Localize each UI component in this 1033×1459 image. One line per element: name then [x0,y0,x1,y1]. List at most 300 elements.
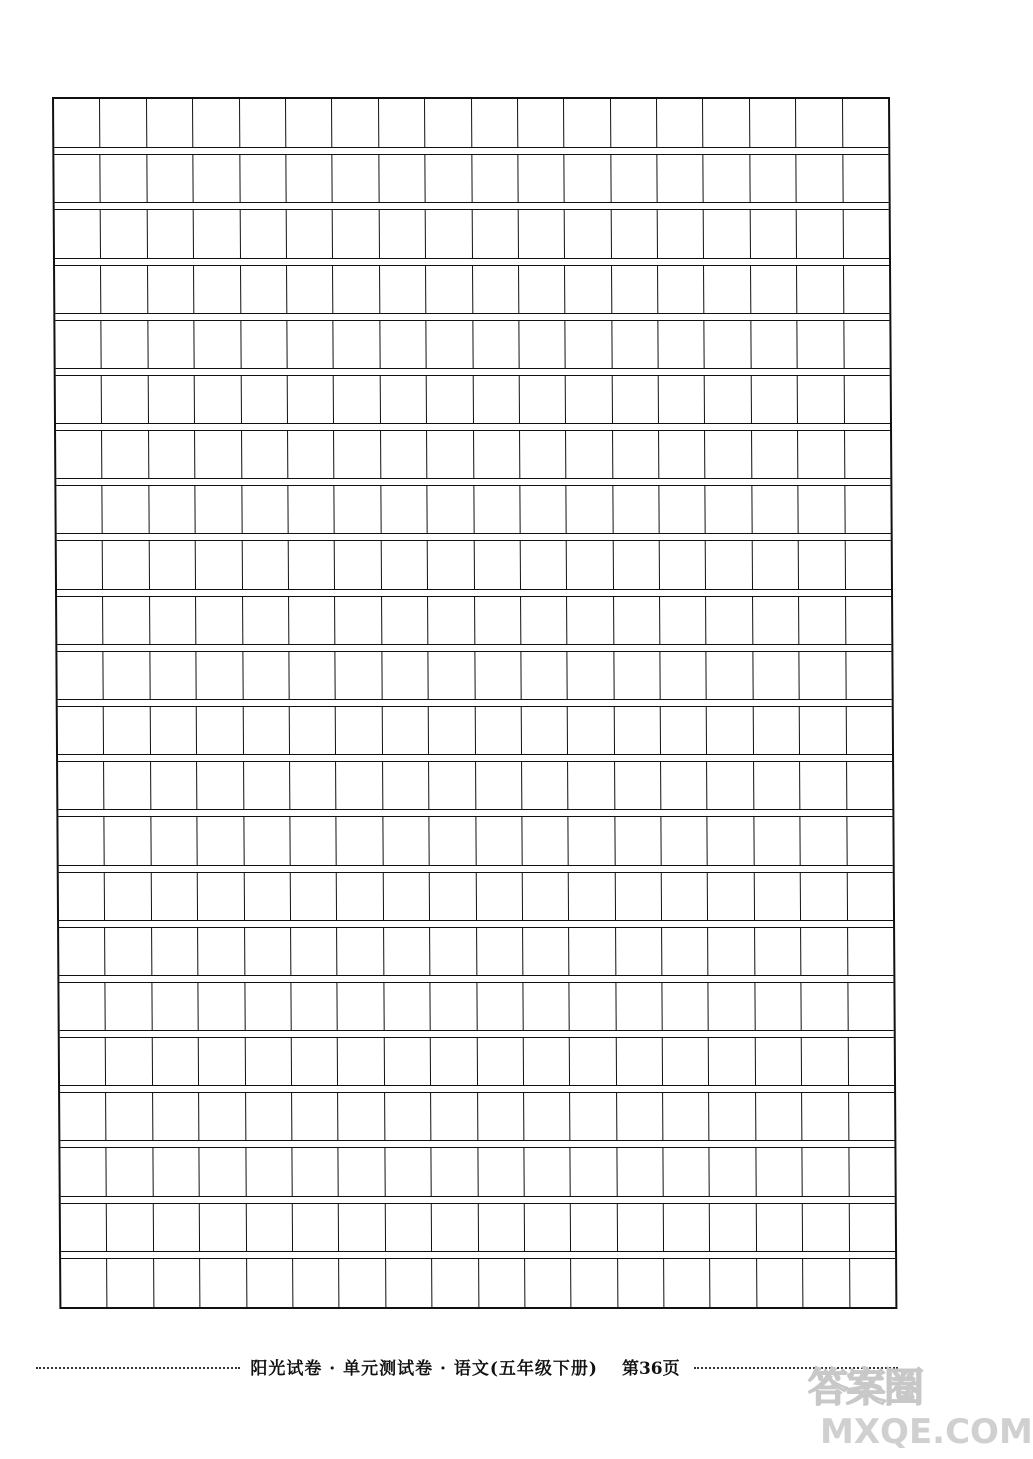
grid-cell[interactable] [336,652,383,699]
grid-cell[interactable] [153,1038,200,1085]
grid-cell[interactable] [58,762,105,809]
grid-cell[interactable] [292,1148,339,1195]
grid-cell[interactable] [104,762,151,809]
grid-cell[interactable] [613,431,660,478]
grid-cell[interactable] [199,983,246,1030]
grid-cell[interactable] [519,266,566,313]
grid-cell[interactable] [196,597,243,644]
grid-cell[interactable] [799,597,846,644]
grid-cell[interactable] [382,707,429,754]
grid-cell[interactable] [337,873,384,920]
grid-cell[interactable] [478,1093,525,1140]
grid-cell[interactable] [848,983,894,1030]
grid-cell[interactable] [754,817,801,864]
grid-cell[interactable] [426,321,473,368]
grid-cell[interactable] [518,99,565,147]
grid-cell[interactable] [338,983,385,1030]
grid-cell[interactable] [245,928,292,975]
grid-cell[interactable] [240,99,287,147]
grid-cell[interactable] [478,1204,525,1251]
grid-cell[interactable] [148,376,195,423]
grid-cell[interactable] [107,1148,154,1195]
grid-cell[interactable] [803,1259,850,1307]
grid-cell[interactable] [474,541,521,588]
grid-cell[interactable] [706,486,753,533]
grid-cell[interactable] [432,1148,479,1195]
grid-cell[interactable] [198,817,245,864]
grid-cell[interactable] [380,266,427,313]
grid-cell[interactable] [59,983,106,1030]
grid-cell[interactable] [844,376,890,423]
grid-cell[interactable] [56,376,103,423]
grid-cell[interactable] [472,155,519,202]
grid-cell[interactable] [381,486,428,533]
grid-cell[interactable] [802,983,849,1030]
grid-cell[interactable] [703,99,750,147]
grid-cell[interactable] [293,1204,340,1251]
grid-cell[interactable] [524,1148,571,1195]
grid-cell[interactable] [704,266,751,313]
grid-cell[interactable] [524,1038,571,1085]
grid-cell[interactable] [338,1093,385,1140]
grid-cell[interactable] [197,762,244,809]
grid-cell[interactable] [57,597,104,644]
grid-cell[interactable] [475,652,522,699]
grid-cell[interactable] [241,321,288,368]
grid-cell[interactable] [846,707,892,754]
grid-cell[interactable] [567,597,614,644]
grid-cell[interactable] [568,762,615,809]
grid-cell[interactable] [380,321,427,368]
grid-cell[interactable] [757,1204,804,1251]
grid-cell[interactable] [618,1259,665,1307]
grid-cell[interactable] [58,707,105,754]
grid-cell[interactable] [383,762,430,809]
grid-cell[interactable] [338,1038,385,1085]
grid-cell[interactable] [707,597,754,644]
grid-cell[interactable] [662,983,709,1030]
grid-cell[interactable] [472,99,519,147]
grid-cell[interactable] [288,486,335,533]
grid-cell[interactable] [333,266,380,313]
grid-cell[interactable] [289,541,336,588]
grid-cell[interactable] [339,1204,386,1251]
grid-cell[interactable] [195,376,242,423]
grid-cell[interactable] [287,321,334,368]
grid-cell[interactable] [613,486,660,533]
grid-cell[interactable] [197,652,244,699]
grid-cell[interactable] [154,1259,201,1307]
grid-cell[interactable] [799,486,846,533]
grid-cell[interactable] [194,155,241,202]
grid-cell[interactable] [565,155,612,202]
grid-cell[interactable] [200,1148,247,1195]
grid-cell[interactable] [751,210,798,257]
grid-cell[interactable] [475,597,522,644]
grid-cell[interactable] [198,873,245,920]
grid-cell[interactable] [798,431,845,478]
grid-cell[interactable] [428,486,475,533]
grid-cell[interactable] [245,1038,292,1085]
grid-cell[interactable] [850,1259,896,1307]
grid-cell[interactable] [333,155,380,202]
grid-cell[interactable] [615,817,662,864]
grid-cell[interactable] [664,1148,711,1195]
grid-cell[interactable] [382,597,429,644]
grid-cell[interactable] [55,321,102,368]
grid-cell[interactable] [755,928,802,975]
grid-cell[interactable] [194,266,241,313]
grid-cell[interactable] [710,1148,757,1195]
grid-cell[interactable] [752,486,799,533]
grid-cell[interactable] [522,817,569,864]
grid-cell[interactable] [196,486,243,533]
grid-cell[interactable] [617,1093,664,1140]
grid-cell[interactable] [797,155,844,202]
grid-cell[interactable] [659,486,706,533]
grid-cell[interactable] [753,652,800,699]
grid-cell[interactable] [290,707,337,754]
grid-cell[interactable] [193,99,240,147]
grid-cell[interactable] [612,376,659,423]
grid-cell[interactable] [242,486,289,533]
grid-cell[interactable] [611,210,658,257]
grid-cell[interactable] [335,597,382,644]
grid-cell[interactable] [101,210,148,257]
grid-cell[interactable] [334,376,381,423]
grid-cell[interactable] [107,1259,154,1307]
grid-cell[interactable] [523,873,570,920]
grid-cell[interactable] [801,817,848,864]
grid-cell[interactable] [617,1148,664,1195]
grid-cell[interactable] [802,1093,849,1140]
grid-cell[interactable] [750,155,797,202]
grid-cell[interactable] [705,321,752,368]
grid-cell[interactable] [152,983,199,1030]
grid-cell[interactable] [660,541,707,588]
grid-cell[interactable] [750,99,797,147]
grid-cell[interactable] [242,431,289,478]
grid-cell[interactable] [844,266,890,313]
grid-cell[interactable] [570,983,617,1030]
grid-cell[interactable] [241,376,288,423]
grid-cell[interactable] [147,99,194,147]
grid-cell[interactable] [801,928,848,975]
grid-cell[interactable] [797,210,844,257]
grid-cell[interactable] [105,817,152,864]
grid-cell[interactable] [751,321,798,368]
grid-cell[interactable] [426,266,473,313]
grid-cell[interactable] [335,486,382,533]
grid-cell[interactable] [106,1093,153,1140]
grid-cell[interactable] [664,1259,711,1307]
grid-cell[interactable] [104,652,151,699]
grid-cell[interactable] [246,1093,293,1140]
grid-cell[interactable] [60,1038,107,1085]
grid-cell[interactable] [756,1038,803,1085]
grid-cell[interactable] [430,873,477,920]
grid-cell[interactable] [103,541,150,588]
grid-cell[interactable] [847,762,893,809]
grid-cell[interactable] [291,983,338,1030]
grid-cell[interactable] [847,873,893,920]
grid-cell[interactable] [658,321,705,368]
grid-cell[interactable] [752,431,799,478]
grid-cell[interactable] [244,762,291,809]
grid-cell[interactable] [147,155,194,202]
grid-cell[interactable] [614,707,661,754]
grid-cell[interactable] [664,1204,711,1251]
grid-cell[interactable] [797,266,844,313]
grid-cell[interactable] [569,928,616,975]
grid-cell[interactable] [479,1259,526,1307]
grid-cell[interactable] [520,486,567,533]
grid-cell[interactable] [291,928,338,975]
grid-cell[interactable] [383,873,430,920]
grid-cell[interactable] [337,817,384,864]
grid-cell[interactable] [242,541,289,588]
grid-cell[interactable] [332,99,379,147]
grid-cell[interactable] [663,1038,710,1085]
grid-cell[interactable] [847,817,893,864]
grid-cell[interactable] [149,431,196,478]
grid-cell[interactable] [473,321,520,368]
grid-cell[interactable] [796,99,843,147]
grid-cell[interactable] [519,321,566,368]
grid-cell[interactable] [429,762,476,809]
grid-cell[interactable] [150,597,197,644]
grid-cell[interactable] [425,99,472,147]
grid-cell[interactable] [611,155,658,202]
grid-cell[interactable] [708,817,755,864]
grid-cell[interactable] [286,155,333,202]
grid-cell[interactable] [430,817,477,864]
grid-cell[interactable] [429,652,476,699]
grid-cell[interactable] [380,376,427,423]
grid-cell[interactable] [382,652,429,699]
grid-cell[interactable] [425,155,472,202]
grid-cell[interactable] [383,817,430,864]
grid-cell[interactable] [428,541,475,588]
grid-cell[interactable] [59,928,106,975]
grid-cell[interactable] [798,376,845,423]
grid-cell[interactable] [246,1204,293,1251]
grid-cell[interactable] [200,1204,247,1251]
grid-cell[interactable] [336,707,383,754]
grid-cell[interactable] [151,817,198,864]
grid-cell[interactable] [152,873,199,920]
grid-cell[interactable] [754,762,801,809]
grid-cell[interactable] [754,707,801,754]
grid-cell[interactable] [429,707,476,754]
grid-cell[interactable] [614,597,661,644]
grid-cell[interactable] [843,99,889,147]
grid-cell[interactable] [385,1093,432,1140]
grid-cell[interactable] [473,266,520,313]
grid-cell[interactable] [60,1148,107,1195]
grid-cell[interactable] [846,597,892,644]
grid-cell[interactable] [55,210,102,257]
grid-cell[interactable] [709,983,756,1030]
grid-cell[interactable] [565,266,612,313]
grid-cell[interactable] [243,707,290,754]
grid-cell[interactable] [523,983,570,1030]
grid-cell[interactable] [61,1259,108,1307]
grid-cell[interactable] [100,99,147,147]
grid-cell[interactable] [753,541,800,588]
grid-cell[interactable] [707,652,754,699]
grid-cell[interactable] [101,155,148,202]
grid-cell[interactable] [195,321,242,368]
grid-cell[interactable] [199,1093,246,1140]
grid-cell[interactable] [102,376,149,423]
grid-cell[interactable] [57,652,104,699]
grid-cell[interactable] [658,210,705,257]
grid-cell[interactable] [661,762,708,809]
grid-cell[interactable] [662,928,709,975]
grid-cell[interactable] [752,376,799,423]
grid-cell[interactable] [657,155,704,202]
grid-cell[interactable] [293,1259,340,1307]
grid-cell[interactable] [381,431,428,478]
grid-cell[interactable] [55,266,102,313]
grid-cell[interactable] [286,99,333,147]
grid-cell[interactable] [384,983,431,1030]
grid-cell[interactable] [428,597,475,644]
grid-cell[interactable] [339,1259,386,1307]
grid-cell[interactable] [659,376,706,423]
grid-cell[interactable] [152,928,199,975]
grid-cell[interactable] [660,652,707,699]
grid-cell[interactable] [195,431,242,478]
grid-cell[interactable] [384,1038,431,1085]
grid-cell[interactable] [103,597,150,644]
grid-cell[interactable] [567,541,614,588]
grid-cell[interactable] [710,1093,757,1140]
grid-cell[interactable] [564,99,611,147]
grid-cell[interactable] [522,762,569,809]
grid-cell[interactable] [615,873,662,920]
grid-cell[interactable] [384,928,431,975]
grid-cell[interactable] [247,1259,294,1307]
grid-cell[interactable] [431,1038,478,1085]
grid-cell[interactable] [753,597,800,644]
grid-cell[interactable] [290,817,337,864]
grid-cell[interactable] [244,873,291,920]
grid-cell[interactable] [663,1093,710,1140]
grid-cell[interactable] [289,597,336,644]
grid-cell[interactable] [386,1259,433,1307]
grid-cell[interactable] [617,1204,664,1251]
grid-cell[interactable] [757,1259,804,1307]
grid-cell[interactable] [105,928,152,975]
grid-cell[interactable] [571,1259,618,1307]
grid-cell[interactable] [614,652,661,699]
grid-cell[interactable] [200,1259,247,1307]
grid-cell[interactable] [336,762,383,809]
grid-cell[interactable] [523,928,570,975]
grid-cell[interactable] [800,762,847,809]
grid-cell[interactable] [660,597,707,644]
grid-cell[interactable] [477,928,524,975]
grid-cell[interactable] [756,1148,803,1195]
grid-cell[interactable] [521,541,568,588]
grid-cell[interactable] [385,1204,432,1251]
grid-cell[interactable] [151,707,198,754]
grid-cell[interactable] [708,762,755,809]
grid-cell[interactable] [197,707,244,754]
grid-cell[interactable] [334,321,381,368]
grid-cell[interactable] [58,817,105,864]
grid-cell[interactable] [799,541,846,588]
grid-cell[interactable] [569,817,616,864]
grid-cell[interactable] [241,266,288,313]
grid-cell[interactable] [427,431,474,478]
grid-cell[interactable] [291,873,338,920]
grid-cell[interactable] [427,376,474,423]
grid-cell[interactable] [846,652,892,699]
grid-cell[interactable] [245,983,292,1030]
grid-cell[interactable] [569,873,616,920]
grid-cell[interactable] [566,321,613,368]
grid-cell[interactable] [54,99,101,147]
grid-cell[interactable] [612,321,659,368]
grid-cell[interactable] [520,376,567,423]
grid-cell[interactable] [56,431,103,478]
grid-cell[interactable] [287,266,334,313]
grid-cell[interactable] [430,928,477,975]
grid-cell[interactable] [751,266,798,313]
grid-cell[interactable] [843,155,889,202]
grid-cell[interactable] [661,707,708,754]
grid-cell[interactable] [60,1093,107,1140]
grid-cell[interactable] [845,486,891,533]
grid-cell[interactable] [154,1204,201,1251]
grid-cell[interactable] [288,431,335,478]
grid-cell[interactable] [659,431,706,478]
grid-cell[interactable] [801,873,848,920]
grid-cell[interactable] [105,873,152,920]
grid-cell[interactable] [198,928,245,975]
grid-cell[interactable] [199,1038,246,1085]
grid-cell[interactable] [240,210,287,257]
grid-cell[interactable] [800,707,847,754]
grid-cell[interactable] [800,652,847,699]
grid-cell[interactable] [426,210,473,257]
grid-cell[interactable] [570,1038,617,1085]
grid-cell[interactable] [803,1204,850,1251]
grid-cell[interactable] [59,873,106,920]
grid-cell[interactable] [379,210,426,257]
grid-cell[interactable] [333,210,380,257]
grid-cell[interactable] [611,99,658,147]
grid-cell[interactable] [707,707,754,754]
grid-cell[interactable] [521,652,568,699]
grid-cell[interactable] [843,210,889,257]
grid-cell[interactable] [803,1148,850,1195]
grid-cell[interactable] [616,1038,663,1085]
grid-cell[interactable] [335,541,382,588]
grid-cell[interactable] [476,762,523,809]
grid-cell[interactable] [149,486,196,533]
grid-cell[interactable] [240,155,287,202]
grid-cell[interactable] [106,983,153,1030]
grid-cell[interactable] [704,210,751,257]
grid-cell[interactable] [102,431,149,478]
grid-cell[interactable] [379,155,426,202]
grid-cell[interactable] [54,155,101,202]
grid-cell[interactable] [705,376,752,423]
